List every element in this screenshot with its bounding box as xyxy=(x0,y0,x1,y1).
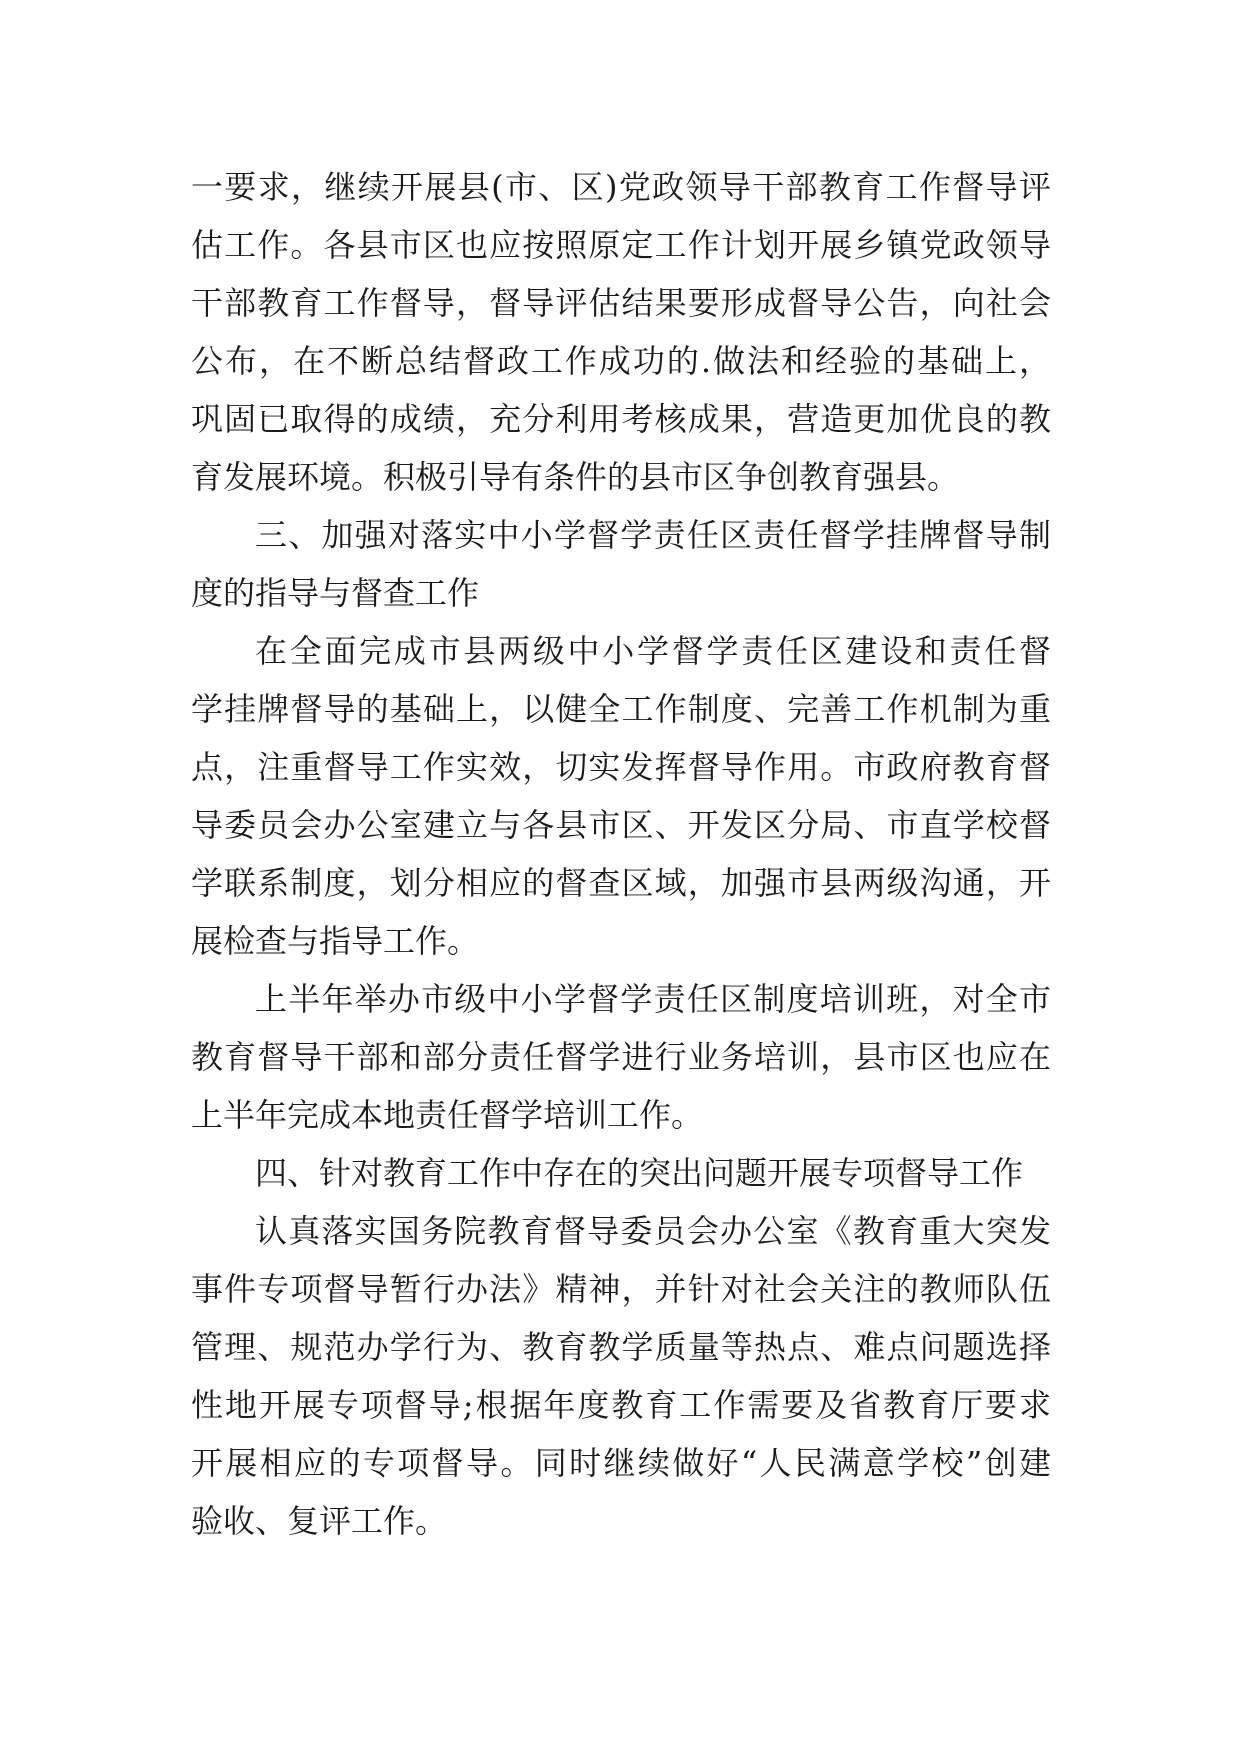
text-line: 点，注重督导工作实效，切实发挥督导作用。市政府教育督 xyxy=(191,748,1051,786)
text-line: 导委员会办公室建立与各县市区、开发区分局、市直学校督 xyxy=(191,806,1051,844)
text-line: 开展相应的专项督导。同时继续做好“人民满意学校”创建 xyxy=(191,1444,1051,1482)
text-line: 估工作。各县市区也应按照原定工作计划开展乡镇党政领导 xyxy=(191,226,1051,264)
text-line: 管理、规范办学行为、教育教学质量等热点、难点问题选择 xyxy=(191,1328,1051,1366)
text-line: 学挂牌督导的基础上，以健全工作制度、完善工作机制为重 xyxy=(191,690,1051,728)
text-line: 干部教育工作督导，督导评估结果要形成督导公告，向社会 xyxy=(191,284,1051,322)
text-line: 验收、复评工作。 xyxy=(191,1502,448,1540)
document-body xyxy=(191,158,1051,1550)
text-line: 四、针对教育工作中存在的突出问题开展专项督导工作 xyxy=(255,1154,1024,1192)
text-line: 认真落实国务院教育督导委员会办公室《教育重大突发 xyxy=(255,1212,1051,1250)
text-line: 上半年完成本地责任督学培训工作。 xyxy=(191,1096,704,1134)
text-line: 育发展环境。积极引导有条件的县市区争创教育强县。 xyxy=(191,458,960,496)
text-line: 三、加强对落实中小学督学责任区责任督学挂牌督导制 xyxy=(255,516,1051,554)
text-line: 一要求，继续开展县(市、区)党政领导干部教育工作督导评 xyxy=(191,168,1051,206)
text-line: 性地开展专项督导;根据年度教育工作需要及省教育厅要求 xyxy=(191,1386,1051,1424)
text-line: 上半年举办市级中小学督学责任区制度培训班，对全市 xyxy=(255,980,1051,1018)
text-line: 展检查与指导工作。 xyxy=(191,922,480,960)
text-line: 在全面完成市县两级中小学督学责任区建设和责任督 xyxy=(255,632,1051,670)
text-line: 学联系制度，划分相应的督查区域，加强市县两级沟通，开 xyxy=(191,864,1051,902)
text-line: 教育督导干部和部分责任督学进行业务培训，县市区也应在 xyxy=(191,1038,1051,1076)
text-line: 公布，在不断总结督政工作成功的.做法和经验的基础上， xyxy=(191,342,1051,380)
text-line: 度的指导与督查工作 xyxy=(191,574,480,612)
text-line: 巩固已取得的成绩，充分利用考核成果，营造更加优良的教 xyxy=(191,400,1051,438)
text-line: 事件专项督导暂行办法》精神，并针对社会关注的教师队伍 xyxy=(191,1270,1051,1308)
